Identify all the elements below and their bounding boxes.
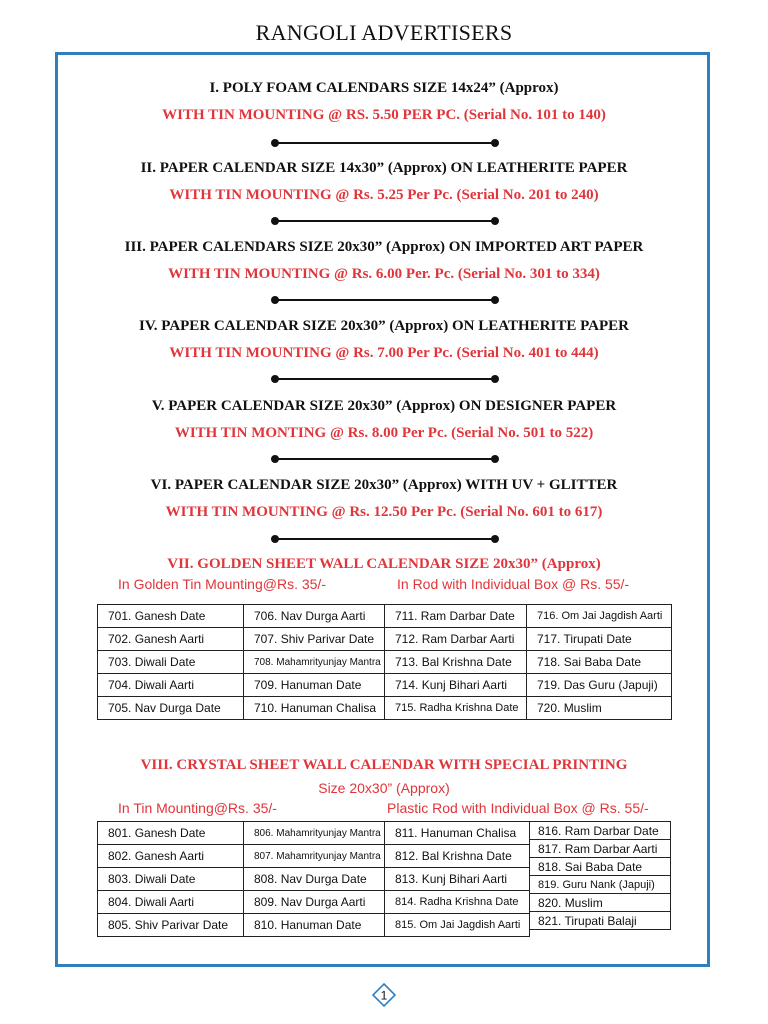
list-item: 821. Tirupati Balaji bbox=[529, 911, 671, 930]
table-row bbox=[98, 697, 672, 720]
section-1-heading: I. POLY FOAM CALENDARS SIZE 14x24” (Approx) bbox=[209, 80, 559, 96]
table-cell: 814. Radha Krishna Date bbox=[385, 891, 530, 914]
table-cell: 810. Hanuman Date bbox=[244, 914, 385, 937]
table-cell: 802. Ganesh Aarti bbox=[98, 845, 244, 868]
page-number-badge bbox=[372, 983, 396, 1007]
table-cell: 813. Kunj Bihari Aarti bbox=[385, 868, 530, 891]
table-cell: 719. Das Guru (Japuji) bbox=[527, 674, 672, 697]
table-cell: 806. Mahamrityunjay Mantra bbox=[244, 822, 385, 845]
divider bbox=[271, 375, 499, 383]
section-4-price: WITH TIN MOUNTING @ Rs. 7.00 Per Pc. (Serial No. 401 to 444) bbox=[169, 345, 599, 361]
section-5-heading: V. PAPER CALENDAR SIZE 20x30” (Approx) ON DESIGNER PAPER bbox=[151, 398, 617, 414]
table-row bbox=[98, 914, 530, 937]
table-cell: 815. Om Jai Jagdish Aarti bbox=[385, 914, 530, 937]
list-item: 817. Ram Darbar Aarti bbox=[529, 839, 671, 858]
table-cell: 709. Hanuman Date bbox=[244, 674, 385, 697]
section-1-price: WITH TIN MOUNTING @ RS. 5.50 PER PC. (Serial No. 101 to 140) bbox=[162, 107, 606, 123]
section-2-price: WITH TIN MOUNTING @ Rs. 5.25 Per Pc. (Serial No. 201 to 240) bbox=[169, 187, 599, 203]
table-row bbox=[98, 674, 672, 697]
table-cell: 705. Nav Durga Date bbox=[98, 697, 244, 720]
divider bbox=[271, 139, 499, 147]
table-cell: 710. Hanuman Chalisa bbox=[244, 697, 385, 720]
table-cell: 702. Ganesh Aarti bbox=[98, 628, 244, 651]
divider bbox=[271, 296, 499, 304]
table-cell: 713. Bal Krishna Date bbox=[385, 651, 527, 674]
divider bbox=[271, 455, 499, 463]
crystal-heading: VIII. CRYSTAL SHEET WALL CALENDAR WITH SPECIAL PRINTING bbox=[140, 757, 628, 773]
table-cell: 716. Om Jai Jagdish Aarti bbox=[527, 605, 672, 628]
golden-right-price: In Rod with Individual Box @ Rs. 55/- bbox=[397, 576, 630, 592]
table-cell: 706. Nav Durga Aarti bbox=[244, 605, 385, 628]
crystal-table bbox=[97, 821, 530, 937]
diamond-icon bbox=[372, 983, 396, 1007]
list-item: 816. Ram Darbar Date bbox=[529, 821, 671, 840]
table-cell: 701. Ganesh Date bbox=[98, 605, 244, 628]
table-cell: 703. Diwali Date bbox=[98, 651, 244, 674]
table-cell: 712. Ram Darbar Aarti bbox=[385, 628, 527, 651]
table-row bbox=[98, 845, 530, 868]
table-cell: 715. Radha Krishna Date bbox=[385, 697, 527, 720]
table-cell: 707. Shiv Parivar Date bbox=[244, 628, 385, 651]
section-3-heading: III. PAPER CALENDARS SIZE 20x30” (Approx) ON IMPORTED ART PAPER bbox=[124, 239, 644, 255]
table-cell: 801. Ganesh Date bbox=[98, 822, 244, 845]
table-cell: 708. Mahamrityunjay Mantra bbox=[244, 651, 385, 674]
crystal-left-price: In Tin Mounting@Rs. 35/- bbox=[118, 800, 277, 816]
crystal-column-4 bbox=[529, 822, 671, 930]
table-cell: 812. Bal Krishna Date bbox=[385, 845, 530, 868]
table-cell: 718. Sai Baba Date bbox=[527, 651, 672, 674]
table-cell: 720. Muslim bbox=[527, 697, 672, 720]
table-cell: 805. Shiv Parivar Date bbox=[98, 914, 244, 937]
table-cell: 714. Kunj Bihari Aarti bbox=[385, 674, 527, 697]
table-cell: 808. Nav Durga Date bbox=[244, 868, 385, 891]
crystal-right-price: Plastic Rod with Individual Box @ Rs. 55/- bbox=[387, 800, 649, 816]
page-title: RANGOLI ADVERTISERS bbox=[255, 20, 513, 45]
table-cell: 804. Diwali Aarti bbox=[98, 891, 244, 914]
section-2-heading: II. PAPER CALENDAR SIZE 14x30” (Approx) ON LEATHERITE PAPER bbox=[140, 160, 628, 176]
table-cell: 807. Mahamrityunjay Mantra bbox=[244, 845, 385, 868]
section-6-price: WITH TIN MOUNTING @ Rs. 12.50 Per Pc. (Serial No. 601 to 617) bbox=[165, 504, 603, 520]
table-row bbox=[98, 605, 672, 628]
table-cell: 717. Tirupati Date bbox=[527, 628, 672, 651]
table-row bbox=[98, 891, 530, 914]
section-4-heading: IV. PAPER CALENDAR SIZE 20x30” (Approx) ON LEATHERITE PAPER bbox=[139, 318, 629, 334]
page-number: 1 bbox=[380, 988, 388, 1003]
table-cell: 811. Hanuman Chalisa bbox=[385, 822, 530, 845]
section-3-price: WITH TIN MOUNTING @ Rs. 6.00 Per. Pc. (Serial No. 301 to 334) bbox=[168, 266, 600, 282]
crystal-size: Size 20x30” (Approx) bbox=[318, 780, 450, 796]
list-item: 818. Sai Baba Date bbox=[529, 857, 671, 876]
table-cell: 803. Diwali Date bbox=[98, 868, 244, 891]
table-row bbox=[98, 822, 530, 845]
golden-table bbox=[97, 604, 672, 720]
section-5-price: WITH TIN MONTING @ Rs. 8.00 Per Pc. (Serial No. 501 to 522) bbox=[174, 425, 594, 441]
divider bbox=[271, 535, 499, 543]
list-item: 819. Guru Nank (Japuji) bbox=[529, 875, 671, 894]
table-row bbox=[98, 651, 672, 674]
list-item: 820. Muslim bbox=[529, 893, 671, 912]
table-row bbox=[98, 868, 530, 891]
table-cell: 704. Diwali Aarti bbox=[98, 674, 244, 697]
divider bbox=[271, 217, 499, 225]
section-6-heading: VI. PAPER CALENDAR SIZE 20x30” (Approx) WITH UV + GLITTER bbox=[150, 477, 618, 493]
golden-left-price: In Golden Tin Mounting@Rs. 35/- bbox=[118, 576, 326, 592]
golden-heading: VII. GOLDEN SHEET WALL CALENDAR SIZE 20x30” (Approx) bbox=[167, 556, 601, 572]
table-cell: 809. Nav Durga Aarti bbox=[244, 891, 385, 914]
table-cell: 711. Ram Darbar Date bbox=[385, 605, 527, 628]
table-row bbox=[98, 628, 672, 651]
